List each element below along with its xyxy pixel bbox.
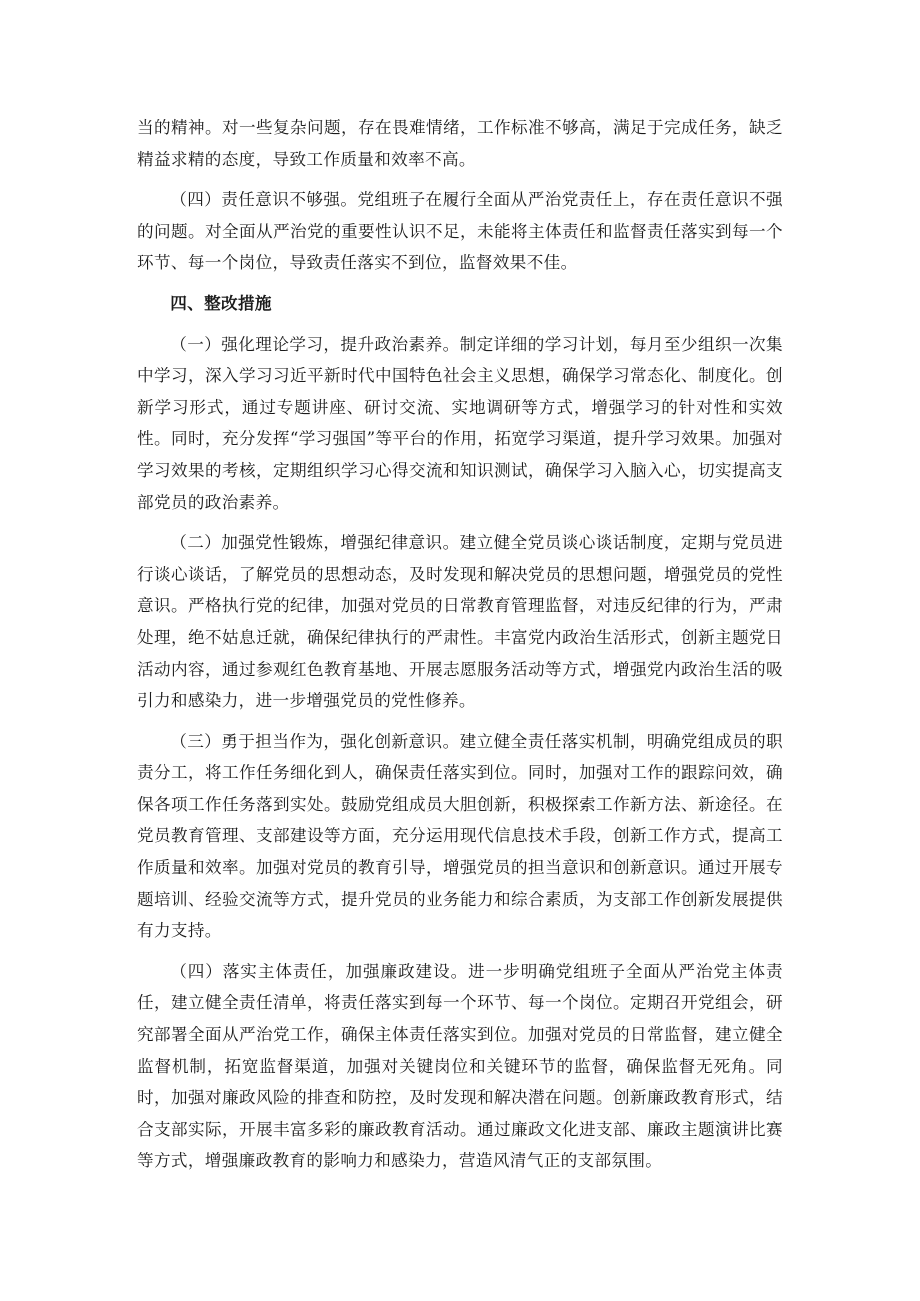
paragraph-measure-2: （二）加强党性锻炼，增强纪律意识。建立健全党员谈心谈话制度，定期与党员进行谈心谈话，了解党员的思想动态，及时发现和解决党员的思想问题，增强党员的党性意识。严格执行党的纪律，加强对党员的日常教育管理监督，对违反纪律的行为，严肃处理，绝不姑息迁就，确保纪律执行的严肃性。丰富党内政治生活形式，创新主题党日活动内容，通过参观红色教育基地、开展志愿服务活动等方式，增强党内政治生活的吸引力和感染力，进一步增强党员的党性修养。: [137, 533, 783, 711]
section-heading-rectification-measures: 四、整改措施: [170, 293, 272, 313]
document-page: [137, 112, 783, 1186]
paragraph-responsibility-awareness: （四）责任意识不够强。党组班子在履行全面从严治党责任上，存在责任意识不强的问题。对全面从严治党的重要性认识不足，未能将主体责任和监督责任落实到每一个环节、每一个岗位，导致责任落实不到位，监督效果不佳。: [137, 190, 783, 273]
paragraph-measure-3: （三）勇于担当作为，强化创新意识。建立健全责任落实机制，明确党组成员的职责分工，将工作任务细化到人，确保责任落实到位。同时，加强对工作的跟踪问效，确保各项工作任务落到实处。鼓励党组成员大胆创新，积极探索工作新方法、新途径。在党员教育管理、支部建设等方面，充分运用现代信息技术手段，创新工作方式，提高工作质量和效率。加强对党员的教育引导，增强党员的担当意识和创新意识。通过开展专题培训、经验交流等方式，提升党员的业务能力和综合素质，为支部工作创新发展提供有力支持。: [137, 731, 783, 941]
paragraph-continuation: 当的精神。对一些复杂问题，存在畏难情绪，工作标准不够高，满足于完成任务，缺乏精益求精的态度，导致工作质量和效率不高。: [137, 118, 783, 169]
paragraph-measure-4: （四）落实主体责任，加强廉政建设。进一步明确党组班子全面从严治党主体责任，建立健全责任清单，将责任落实到每一个环节、每一个岗位。定期召开党组会，研究部署全面从严治党工作，确保主体责任落实到位。加强对党员的日常监督，建立健全监督机制，拓宽监督渠道，加强对关键岗位和关键环节的监督，确保监督无死角。同时，加强对廉政风险的排查和防控，及时发现和解决潜在问题。创新廉政教育形式，结合支部实际，开展丰富多彩的廉政教育活动。通过廉政文化进支部、廉政主题演讲比赛等方式，增强廉政教育的影响力和感染力，营造风清气正的支部氛围。: [137, 961, 783, 1171]
paragraph-measure-1: （一）强化理论学习，提升政治素养。制定详细的学习计划，每月至少组织一次集中学习，深入学习习近平新时代中国特色社会主义思想，确保学习常态化、制度化。创新学习形式，通过专题讲座、研讨交流、实地调研等方式，增强学习的针对性和实效性。同时，充分发挥“学习强国”等平台的作用，拓宽学习渠道，提升学习效果。加强对学习效果的考核，定期组织学习心得交流和知识测试，确保学习入脑入心，切实提高支部党员的政治素养。: [137, 334, 783, 512]
